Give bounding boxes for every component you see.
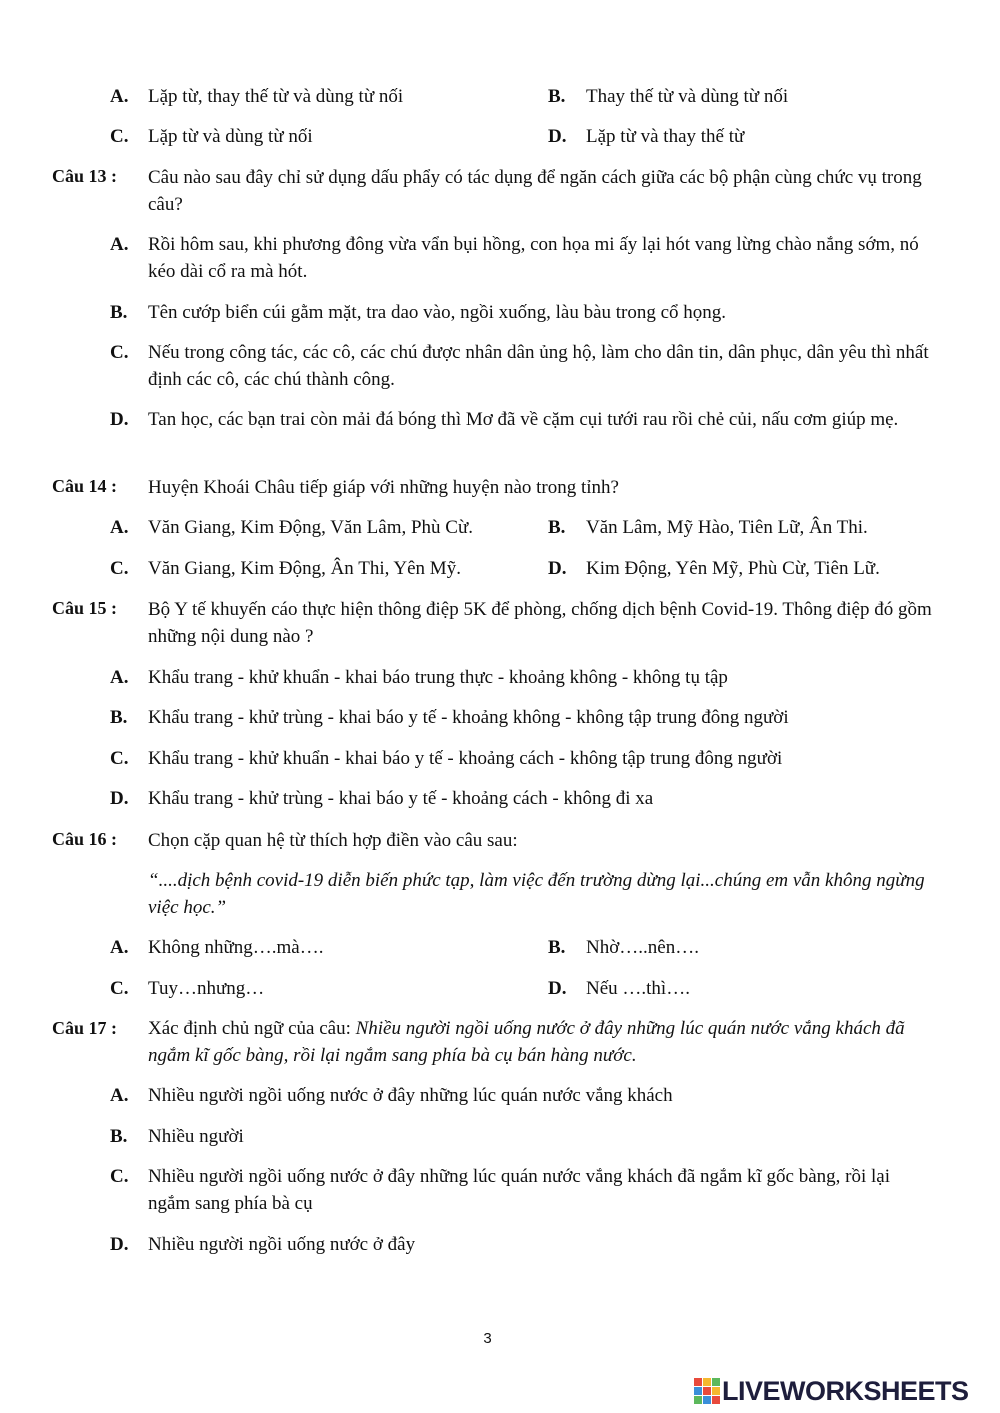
liveworksheets-logo[interactable]: [694, 1376, 969, 1406]
option-letter: C.: [110, 748, 129, 769]
option-text: Kim Động, Yên Mỹ, Phù Cừ, Tiên Lữ.: [586, 558, 880, 579]
option-letter: B.: [110, 1126, 128, 1147]
option-letter: C.: [110, 558, 129, 579]
option-text: Tuy…nhưng…: [148, 978, 265, 999]
option-text: Rồi hôm sau, khi phương đông vừa vẩn bụi hồng, con họa mi ấy lại hót vang lừng chào nắng sớm, nó kéo dài cổ ra mà hót.: [148, 234, 919, 282]
option-text: Khẩu trang - khử trùng - khai báo y tế - khoảng cách - không đi xa: [148, 788, 654, 809]
option-letter: A.: [110, 1085, 129, 1106]
page-number: 3: [483, 1330, 492, 1347]
option-text: Nếu trong công tác, các cô, các chú được nhân dân ủng hộ, làm cho dân tin, dân phục, dân yêu thì nhất định các cô, các chú thành công.: [148, 342, 929, 390]
option-text: Thay thế từ và dùng từ nối: [586, 86, 789, 107]
option-letter: D.: [110, 788, 129, 809]
question-13-text: Câu nào sau đây chỉ sử dụng dấu phẩy có tác dụng để ngăn cách giữa các bộ phận cùng chức vụ trong câu?: [148, 167, 922, 215]
option-letter: C.: [110, 1166, 129, 1187]
option-text: Văn Giang, Kim Động, Ân Thi, Yên Mỹ.: [148, 558, 461, 579]
question-14-text: Huyện Khoái Châu tiếp giáp với những huyện nào trong tỉnh?: [148, 477, 619, 498]
option-text: Nhiều người: [148, 1126, 244, 1147]
option-letter: D.: [548, 126, 567, 147]
q12-option-d[interactable]: [500, 123, 1000, 150]
option-letter: C.: [110, 126, 129, 147]
option-text: Nhờ…..nên….: [586, 937, 699, 958]
option-text: Tên cướp biển cúi gằm mặt, tra dao vào, ngồi xuống, làu bàu trong cổ họng.: [148, 302, 727, 323]
option-letter: B.: [548, 86, 566, 107]
q17-option-c[interactable]: [0, 1163, 1000, 1217]
option-text: Lặp từ, thay thế từ và dùng từ nối: [148, 86, 404, 107]
option-letter: B.: [548, 937, 566, 958]
option-letter: B.: [110, 707, 128, 728]
option-letter: B.: [110, 302, 128, 323]
option-letter: D.: [548, 978, 567, 999]
question-16-text: Chọn cặp quan hệ từ thích hợp điền vào câu sau:: [148, 830, 518, 851]
question-17-text: [148, 1015, 943, 1069]
option-text: Tan học, các bạn trai còn mải đá bóng thì Mơ đã về cặm cụi tưới rau rồi chẻ củi, nấu cơm giúp mẹ.: [148, 409, 899, 430]
option-letter: D.: [110, 1234, 129, 1255]
option-text: Nhiều người ngồi uống nước ở đây những lúc quán nước vắng khách đã ngắm kĩ gốc bàng, rồi lại ngắm sang phía bà cụ: [148, 1166, 891, 1214]
question-16-quote: “....dịch bệnh covid-19 diễn biến phức tạp, làm việc đến trường dừng lại...chúng em vẫn không ngừng việc học.”: [148, 870, 925, 918]
option-text: Văn Giang, Kim Động, Văn Lâm, Phù Cừ.: [148, 517, 474, 538]
option-letter: C.: [110, 978, 129, 999]
question-16-label: Câu 16 :: [52, 829, 118, 849]
option-text: Nếu ….thì….: [586, 978, 690, 999]
liveworksheets-logo-text: LIVEWORKSHEETS: [722, 1375, 969, 1406]
option-text: Văn Lâm, Mỹ Hào, Tiên Lữ, Ân Thi.: [586, 517, 868, 538]
question-14-label: Câu 14 :: [52, 476, 118, 496]
q12-option-b[interactable]: [0, 83, 1000, 110]
option-text: Lặp từ và dùng từ nối: [148, 126, 313, 147]
question-17-text-prefix: Xác định chủ ngữ của câu:: [148, 1018, 356, 1039]
question-15-label: Câu 15 :: [52, 598, 118, 618]
question-15-text: Bộ Y tế khuyến cáo thực hiện thông điệp 5K để phòng, chống dịch bệnh Covid-19. Thông điệp đó gồm những nội dung nào ?: [148, 599, 932, 647]
option-text: Nhiều người ngồi uống nước ở đây những lúc quán nước vắng khách: [148, 1085, 673, 1106]
q12-option-c[interactable]: [0, 123, 500, 150]
option-letter: A.: [110, 86, 129, 107]
liveworksheets-logo-icon: [694, 1378, 720, 1404]
option-letter: A.: [110, 937, 129, 958]
option-text: Khẩu trang - khử khuẩn - khai báo trung thực - khoảng không - không tụ tập: [148, 667, 728, 688]
q13-option-a[interactable]: [0, 231, 1000, 285]
question-13-label: Câu 13 :: [52, 166, 118, 186]
question-17-sentence: Nhiều người ngồi uống nước ở đây những lúc quán nước vắng khách đã ngắm kĩ gốc bàng, rồi lại ngắm sang phía bà cụ bán hàng nước.: [148, 1018, 905, 1066]
option-letter: C.: [110, 342, 129, 363]
option-text: Khẩu trang - khử trùng - khai báo y tế - khoảng không - không tập trung đông người: [148, 707, 789, 728]
option-text: Lặp từ và thay thế từ: [586, 126, 745, 147]
q13-option-d[interactable]: [0, 406, 1000, 433]
option-letter: B.: [548, 517, 566, 538]
option-letter: A.: [110, 517, 129, 538]
option-text: Không những….mà….: [148, 937, 324, 958]
option-letter: A.: [110, 234, 129, 255]
question-17-label: Câu 17 :: [52, 1018, 118, 1038]
option-text: Nhiều người ngồi uống nước ở đây: [148, 1234, 416, 1255]
q13-option-c[interactable]: [0, 339, 1000, 393]
option-text: Khẩu trang - khử khuẩn - khai báo y tế - khoảng cách - không tập trung đông người: [148, 748, 783, 769]
q13-option-b[interactable]: [0, 299, 1000, 326]
option-letter: D.: [548, 558, 567, 579]
option-letter: D.: [110, 409, 129, 430]
option-letter: A.: [110, 667, 129, 688]
